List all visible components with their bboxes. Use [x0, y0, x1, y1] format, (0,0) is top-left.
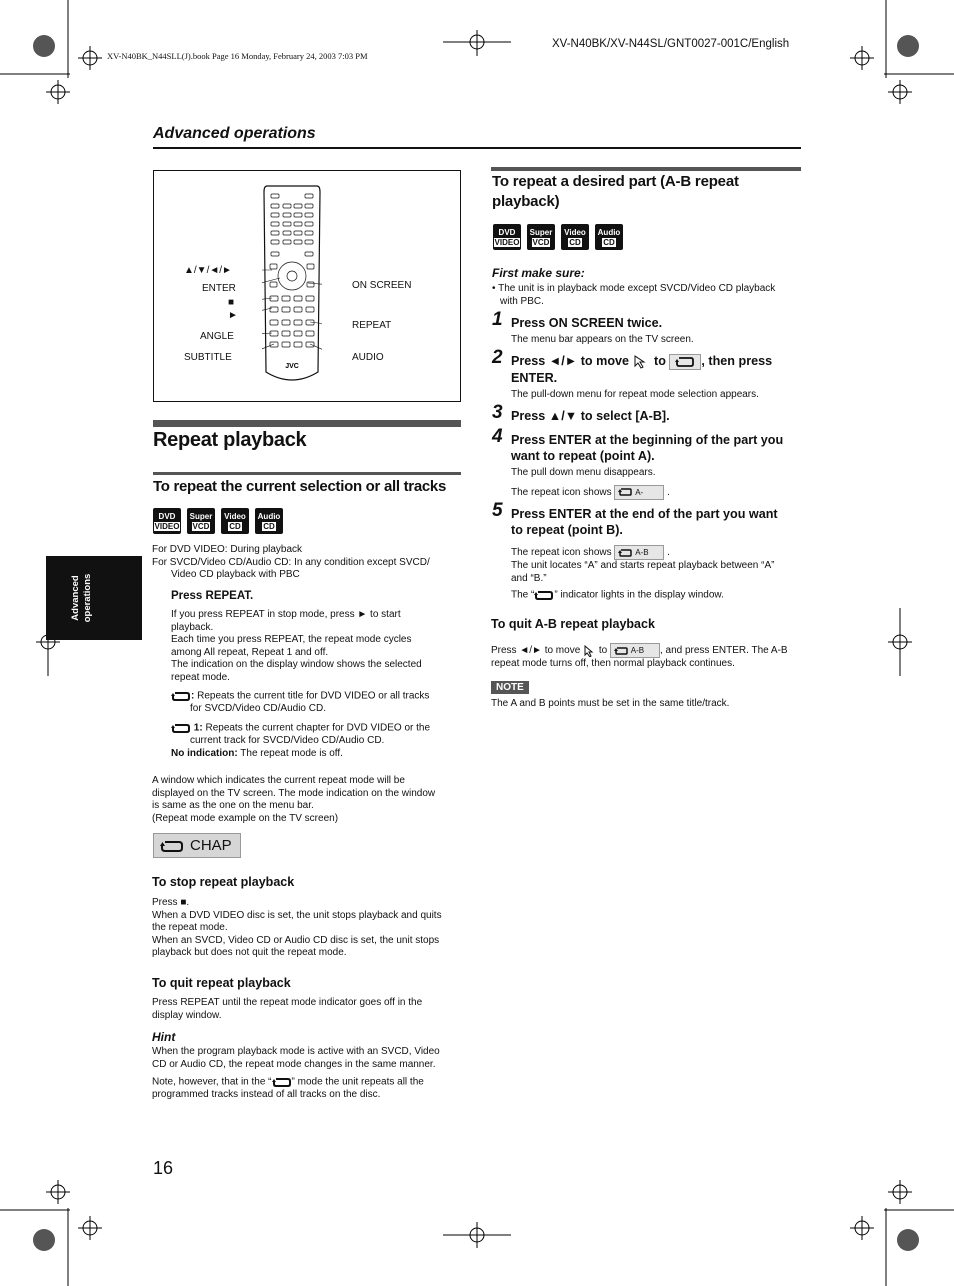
repeat-display-ab: A-B [614, 545, 664, 560]
ab-repeat-title: To repeat a desired part (A-B repeat playback) [492, 173, 739, 210]
model-number: XV-N40BK/XV-N44SL/GNT0027-001C/English [552, 38, 790, 50]
repeat-icon [272, 1076, 292, 1088]
window-description: A window which indicates the current repeat mode will be displayed on the TV screen. The mode indication on the window is same as the one on the menu bar. (Repeat mode example on the TV screen) [152, 775, 436, 824]
label-stop: ■ [228, 297, 235, 308]
step-5-note: The repeat icon shows A-B . The unit locates “A” and starts repeat playback between “A” and “B.” The “ ” indicator lights in the display window. [511, 545, 801, 602]
step-4-note: The pull down menu disappears. The repeat icon shows A- . [511, 467, 670, 498]
repeat-menu-icon [669, 354, 701, 370]
repeat-icon [171, 722, 191, 734]
remote-brand: JVC [285, 363, 299, 370]
page-number: 16 [153, 1158, 174, 1178]
step-4-text: Press ENTER at the beginning of the part you want to repeat (point A). [511, 433, 784, 463]
page-title: Repeat playback [153, 429, 307, 451]
step-5-text: Press ENTER at the end of the part you want to repeat (point B). [511, 507, 778, 537]
repeat-icon [534, 589, 554, 601]
remote-control-illustration [262, 182, 322, 392]
label-subtitle: SUBTITLE [184, 352, 232, 363]
cursor-icon [633, 355, 651, 369]
badge-super-vcd: Super VCD [187, 508, 215, 534]
repeat-icon [171, 690, 191, 702]
section-heading-repeat-current: To repeat the current selection or all tracks [153, 478, 446, 495]
badge-dvd-video: DVD VIDEO [493, 224, 521, 250]
badge-video-cd: Video CD [221, 508, 249, 534]
quit-repeat-text: Press REPEAT until the repeat mode indicator goes off in the display window. [152, 997, 423, 1021]
badge-dvd-video: DVD VIDEO [153, 508, 181, 534]
repeat-display-ab: A-B [610, 643, 660, 658]
side-tab-label: Advanced operations [70, 573, 93, 623]
step-5-number: 5 [492, 500, 503, 521]
label-arrows: ▲/▼/◄/► [184, 265, 232, 276]
badge-super-vcd: Super VCD [527, 224, 555, 250]
repeat-description: If you press REPEAT in stop mode, press ► to start playback. Each time you press REPEAT, the repeat mode cycles among All repeat, Repeat 1 and off. The indication on the display window shows the selected repeat mode. [171, 609, 422, 683]
disc-badges-right [493, 224, 623, 250]
stop-repeat-text: Press ■. When a DVD VIDEO disc is set, the unit stops playback and quits the repeat mode. When an SVCD, Video CD or Audio CD disc is set, the unit stops playback but does not quit the repeat mode. [152, 897, 442, 958]
badge-audio-cd: Audio CD [595, 224, 623, 250]
label-enter: ENTER [202, 283, 236, 294]
hint-text: When the program playback mode is active with an SVCD, Video CD or Audio CD, the repeat mode changes in the same manner. Note, however, that in the “ ” mode the unit repeats all the programmed tracks instead of all tracks on the disc. [152, 1046, 440, 1101]
step-2-number: 2 [492, 347, 503, 368]
label-angle: ANGLE [200, 331, 234, 342]
title-rule [153, 420, 461, 427]
quit-repeat-heading: To quit repeat playback [152, 976, 291, 990]
label-on-screen: ON SCREEN [352, 280, 412, 291]
repeat-mode-one: 1: Repeats the current chapter for DVD VIDEO or the current track for SVCD/Video CD/Audio CD. No indication: The repeat mode is off. [171, 722, 431, 759]
sub1-rule [153, 472, 461, 475]
step-3-number: 3 [492, 402, 503, 423]
step-1-note: The menu bar appears on the TV screen. [511, 334, 694, 345]
stop-repeat-heading: To stop repeat playback [152, 875, 295, 889]
repeat-display-a: A- [614, 485, 664, 500]
hint-heading: Hint [152, 1030, 176, 1044]
step-2-note: The pull-down menu for repeat mode selection appears. [511, 389, 759, 400]
repeat-icon [160, 839, 184, 853]
quit-ab-heading: To quit A-B repeat playback [491, 617, 655, 631]
cursor-icon [583, 645, 596, 657]
section-header: Advanced operations [153, 125, 316, 142]
step-4-number: 4 [492, 426, 503, 447]
first-make-sure-heading: First make sure: [492, 266, 585, 280]
label-repeat: REPEAT [352, 320, 392, 331]
step-2-text: Press ◄/► to move to , then press ENTER. [511, 354, 773, 385]
condition-text: For DVD VIDEO: During playback For SVCD/Video CD/Audio CD: In any condition except SVCD/ Video CD playback with PBC [152, 544, 430, 580]
note-text: The A and B points must be set in the same title/track. [491, 698, 730, 709]
note-label: NOTE [491, 681, 529, 694]
chap-label: CHAP [190, 837, 232, 854]
quit-ab-text: Press ◄/► to move to A-B , and press ENTER. The A-B repeat mode turns off, then normal playback continues. [491, 643, 803, 671]
badge-audio-cd: Audio CD [255, 508, 283, 534]
header-rule [153, 147, 801, 149]
press-repeat-instruction: Press REPEAT. [171, 590, 254, 602]
label-audio: AUDIO [352, 352, 384, 363]
step-1-number: 1 [492, 309, 503, 330]
badge-video-cd: Video CD [561, 224, 589, 250]
ab-title-rule [491, 167, 801, 171]
step-1-text: Press ON SCREEN twice. [511, 316, 663, 330]
book-info: XV-N40BK_N44SLL(J).book Page 16 Monday, February 24, 2003 7:03 PM [107, 51, 368, 61]
label-play: ► [228, 310, 238, 321]
step-3-text: Press ▲/▼ to select [A-B]. [511, 409, 670, 423]
disc-badges-left [153, 508, 283, 534]
first-make-sure-text: • The unit is in playback mode except SVCD/Video CD playback with PBC. [492, 283, 776, 307]
chap-example-display [153, 833, 241, 858]
repeat-mode-all: : Repeats the current title for DVD VIDEO or all tracks for SVCD/Video CD/Audio CD. [171, 690, 461, 716]
